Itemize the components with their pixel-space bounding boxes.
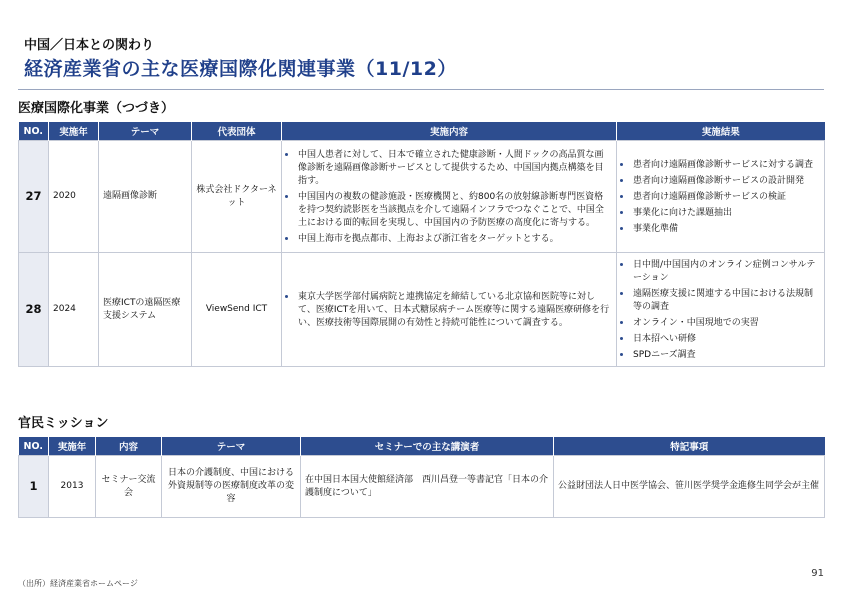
- row-content: [282, 253, 617, 367]
- col-header-speaker: セミナーでの主な講演者: [301, 437, 554, 456]
- content-item: • 東京大学医学部付属病院と連携協定を締結している北京協和医院等に対して、医療ICTを用いて、日本式糖尿病チーム医療等に関する遠隔医療研修を行い、医療技術等国際展開の有効性と持続可能性について調査する。: [298, 289, 612, 330]
- col-header-org: 代表団体: [192, 122, 282, 141]
- row-year: 2020: [49, 141, 99, 253]
- row-results: [617, 253, 825, 367]
- content-item: • 中国国内の複数の健診施設・医療機関と、約800名の放射線診断専門医資格を持つ契約読影医を当該拠点を介して遠隔インフラでつなぐことで、中国全土における面的転回を実現し、中国国内の予防医療の高度化に寄与する。: [298, 189, 612, 230]
- result-item: • 日本招へい研修: [633, 331, 820, 346]
- content-item: • 中国上海市を拠点都市、上海および浙江省をターゲットとする。: [298, 231, 612, 246]
- table-row: [19, 141, 825, 253]
- section-heading-mission: 官民ミッション: [18, 416, 109, 431]
- result-item: • 患者向け遠隔画像診断サービスの設計開発: [633, 173, 820, 188]
- result-item: • 患者向け遠隔画像診断サービスに対する調査: [633, 157, 820, 172]
- col-header-theme: テーマ: [99, 122, 192, 141]
- result-item: • 患者向け遠隔画像診断サービスの検証: [633, 189, 820, 204]
- result-item: • 日中間/中国国内のオンライン症例コンサルテーション: [633, 257, 820, 285]
- col-header-no: NO.: [19, 122, 49, 141]
- col-header-no: NO.: [19, 437, 49, 456]
- table-row: [19, 253, 825, 367]
- row-speaker: 在中国日本国大使館経済部 西川昌登一等書記官「日本の介護制度について」: [301, 456, 554, 518]
- col-header-year: 実施年: [49, 122, 99, 141]
- row-year: 2024: [49, 253, 99, 367]
- table-row: [19, 456, 825, 518]
- result-item: • 遠隔医療支援に関連する中国における法規制等の調査: [633, 286, 820, 314]
- international-projects-table: [18, 122, 825, 367]
- row-no: 27: [19, 141, 49, 253]
- row-year: 2013: [49, 456, 96, 518]
- row-theme: 日本の介護制度、中国における外資規制等の医療制度改革の変容: [162, 456, 301, 518]
- mission-table: [18, 437, 825, 518]
- row-no: 28: [19, 253, 49, 367]
- result-item: • SPDニーズ調査: [633, 347, 820, 362]
- col-header-theme: テーマ: [162, 437, 301, 456]
- col-header-notes: 特記事項: [554, 437, 825, 456]
- row-org: ViewSend ICT: [192, 253, 282, 367]
- col-header-content: 実施内容: [282, 122, 617, 141]
- result-item: • 事業化に向けた課題抽出: [633, 205, 820, 220]
- result-item: • オンライン・中国現地での実習: [633, 315, 820, 330]
- page-title: 経済産業省の主な医療国際化関連事業（11/12）: [24, 58, 457, 80]
- content-item: • 中国人患者に対して、日本で確立された健康診断・人間ドックの高品質な画像診断を遠隔画像診断サービスとして提供するため、中国国内拠点構築を目指す。: [298, 147, 612, 188]
- row-org: 株式会社ドクターネット: [192, 141, 282, 253]
- result-item: • 事業化準備: [633, 221, 820, 236]
- col-header-year: 実施年: [49, 437, 96, 456]
- page-kicker: 中国／日本との関わり: [24, 38, 155, 53]
- page-number: 91: [811, 568, 824, 579]
- col-header-results: 実施結果: [617, 122, 825, 141]
- section-heading-international: 医療国際化事業（つづき）: [18, 101, 175, 116]
- row-notes: 公益財団法人日中医学協会、笹川医学奨学金進修生同学会が主催: [554, 456, 825, 518]
- row-theme: 遠隔画像診断: [99, 141, 192, 253]
- title-divider: [18, 89, 824, 90]
- source-note: （出所）経済産業省ホームページ: [18, 579, 138, 588]
- row-theme: 医療ICTの遠隔医療支援システム: [99, 253, 192, 367]
- table-header-row: [19, 122, 825, 141]
- row-type: セミナー交流会: [96, 456, 162, 518]
- row-no: 1: [19, 456, 49, 518]
- col-header-type: 内容: [96, 437, 162, 456]
- row-content: [282, 141, 617, 253]
- row-results: [617, 141, 825, 253]
- table-header-row: [19, 437, 825, 456]
